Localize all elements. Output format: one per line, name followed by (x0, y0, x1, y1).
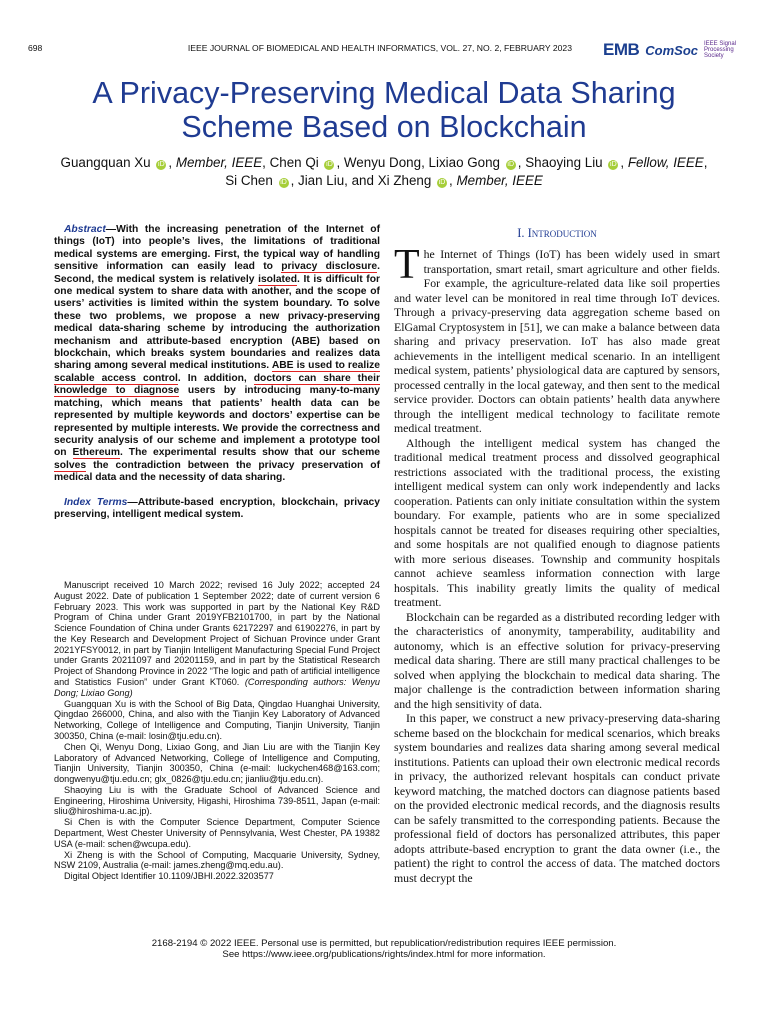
affiliation-note: Si Chen is with the Computer Science Department, Computer Science Department, West Chester University of Pennsylvania, West Chester, PA 19382 USA (e-mail: schen@wcupa.edu). (54, 817, 380, 849)
copyright-line: 2168-2194 © 2022 IEEE. Personal use is permitted, but republication/redistribution requires IEEE permission. (151, 938, 617, 949)
membership: Member, IEEE (456, 173, 543, 188)
paper-title: A Privacy-Preserving Medical Data Sharing Scheme Based on Blockchain (92, 76, 676, 144)
annotation-underline: isolated (258, 273, 298, 285)
index-terms-label: Index Terms (64, 496, 128, 508)
orcid-icon[interactable]: iD (438, 179, 446, 186)
manuscript-note: Manuscript received 10 March 2022; revised 16 July 2022; accepted 24 August 2022. Date of publication 1 September 2022; date of current version 6 February 2023. This work was supported in part by the National Key R&D Program of China under Grant 2019YFB2101700, in part by the National Science Foundation of China under Grants 62172297 and 61902276, in part by the Key Research and Development Project of Sichuan Province under Grant 2021YFSY0012, in part by Tianjin Intelligent Manufacturing Special Fund Project under Grants 20211097 and 20201159, and in part by the Statistical Research Project of Shandong Province in 2022 “The logic and path of artificial intelligence and Statistics Fusion” under Grant KT060. (Corresponding authors: Wenyu Dong; Lixiao Gong) (54, 580, 381, 698)
annotation-underline: doctors can share their knowledge to diagnose (54, 372, 380, 397)
author-name: Lixiao Gong (428, 155, 500, 170)
abstract: Abstract—With the increasing penetration of the Internet of things (IoT) into people’s lives, the limitations of traditional medical systems are emerging. First, the typical way of handling sensitive information can easily lead to privacy disclosure. Second, the medical system is relatively isolated. It is difficult for one medical system to share data with another, and the scope of users’ activities is limited within the system boundary. To solve these two problems, we propose a new privacy-preserving medical data-sharing scheme by introducing the authorization mechanism and attribute-based encryption (ABE) based on blockchain, which breaks system boundaries and realizes data sharing among several medical institutions. ABE is used to realize scalable access control. In addition, doctors can share their knowledge to diagnose users by introducing many-to-many matching, which means that patients’ health data can be represented by multiple keywords and doctors’ expertise can be represented by multiple interests. We provide the correctness and security analysis of our scheme and implement a prototype tool on Ethereum. The experimental results show that our scheme solves the contradiction between the privacy preservation of medical data and the necessity of data sharing. (54, 224, 381, 484)
orcid-icon[interactable]: iD (158, 161, 165, 168)
emb-logo: EMB (602, 40, 640, 59)
orcid-icon[interactable]: iD (280, 179, 287, 186)
comsoc-logo: ComSoc (645, 42, 698, 58)
annotation-underline: Ethereum (72, 447, 120, 459)
sps-logo: IEEE Signal Processing Society (704, 41, 737, 59)
drop-cap: T (394, 242, 420, 288)
author-name: Xi Zheng (377, 173, 432, 188)
affiliation-note: Xi Zheng is with the School of Computing, Macquarie University, Sydney, NSW 2109, Australia (e-mail: james.zheng@mq.edu.au). (54, 849, 380, 871)
membership: Fellow, IEEE (627, 155, 704, 170)
affiliation-note: Chen Qi, Wenyu Dong, Lixiao Gong, and Jian Liu are with the Tianjin Key Laboratory of Advanced Networking, College of Intelligence and Computing, Tianjin University, Tianjin 300350, China (e-mail: luckychen468@163.com; dongwenyu@tju.edu.cn; glx_0826@tju.edu.cn; jianliu@tju.edu.cn). (54, 741, 380, 785)
index-terms: Index Terms—Attribute-based encryption, blockchain, privacy preserving, intelligent medical system. (54, 496, 380, 520)
author-name: Chen Qi (269, 155, 319, 170)
author-name: Shaoying Liu (525, 155, 603, 170)
footnotes (54, 580, 380, 882)
body-paragraph: In this paper, we construct a new privacy-preserving data-sharing scheme based on the blockchain for medical scenarios, which breaks system boundaries and realizes data sharing among several medical institutions. Patients can upload their own electronic medical records in privacy, the authorized relevant hospitals can conduct private keyword matching, the matched doctors can diagnose patients based on the provided electronic medical records, and the diagnosis results can be safely transmitted to the corresponding patients. Because the professional field of doctors has personalized attributes, this paper adopts attribute-based encryption to grant the data owner (i.e., the patient) the right to control the access of data. The matched doctors must decrypt the (394, 711, 720, 885)
membership: Member, IEEE (175, 155, 263, 170)
annotation-underline: privacy disclosure (281, 261, 378, 273)
society-logos (603, 38, 738, 62)
author-name: Wenyu Dong (343, 155, 422, 170)
body-paragraph: Blockchain can be regarded as a distributed recording ledger with the characteristics of anonymity, tamperability, auditability and autonomy, which is an effective solution for privacy-preserving medical data sharing. There are still many practical challenges to be solved when applying the blockchain to medical data sharing. The major challenge is the contradiction between information sharing and the high sensitivity of data. (394, 609, 720, 711)
right-column (394, 226, 720, 885)
author-name: Si Chen (225, 173, 273, 188)
doi: Digital Object Identifier 10.1109/JBHI.2022.3203577 (64, 871, 274, 882)
page-number: 698 (28, 43, 43, 53)
author-name: Guangquan Xu (60, 155, 151, 170)
left-column (54, 224, 380, 521)
abstract-label: Abstract (64, 224, 106, 235)
author-name: Jian Liu (298, 173, 345, 188)
orcid-icon[interactable]: iD (507, 161, 515, 168)
affiliation-note: Shaoying Liu is with the Graduate School of Advanced Science and Engineering, Hiroshima University, Higashi, Hiroshima 739-8511, Japan (e-mail: sliu@hiroshima-u.ac.jp). (54, 784, 380, 817)
section-heading: I. Introduction (517, 226, 597, 240)
affiliation-note: Guangquan Xu is with the School of Big Data, Qingdao Huanghai University, Qingdao 266000, China, and also with the Tianjin Key Laboratory of Advanced Networking, College of Intelligence and Computing, Tianjin University, Tianjin 300350, China (e-mail: losin@tju.edu.cn). (54, 698, 380, 741)
running-header (28, 40, 738, 60)
journal-name: IEEE JOURNAL OF BIOMEDICAL AND HEALTH INFORMATICS, VOL. 27, NO. 2, FEBRUARY 2023 (187, 43, 572, 53)
body-paragraph: The Internet of Things (IoT) has been widely used in smart transportation, smart retail, smart agriculture and other fields. For example, the agriculture-related data like soil properties and water level can be monitored in real time through IoT devices. Through a privacy-preserving data aggregation scheme based on ElGamal Cryptosystem in [51], we can make a balance between data sharing and privacy preservation. IoT has also made great achievements in the intelligent medical scenario. In an intelligent medical system, patients’ physiological data are captured by sensors, processed centrally in the local gateway, and then sent to the medical service provider. Doctors can obtain patients’ health data anywhere through the intelligent medical technology to facilitate remote medical treatment. (394, 242, 720, 435)
rights-link[interactable]: See https://www.ieee.org/publications/rights/index.html for more information. (222, 949, 546, 960)
annotation-underline: solves (54, 459, 87, 471)
author-list: Guangquan Xu iD , Member, IEEE, Chen Qi iD , Wenyu Dong, Lixiao Gong iD , Shaoying Liu iD , Fellow, IEEE, Si Chen iD , Jian Liu, and Xi Zheng iD , Member, IEEE (60, 155, 708, 188)
annotation-underline: ABE is used to realize scalable access control (54, 360, 380, 384)
orcid-icon[interactable]: iD (610, 161, 617, 168)
copyright-footer (40, 938, 728, 960)
body-paragraph: Although the intelligent medical system has changed the traditional medical treatment process and dissolved geographical restrictions associated with the traditional process, the existing intelligent medical system can only work independently and lacks cooperation. Patients can only initiate consultation within the system boundary. For example, patients who are in some specialized hospitals cannot be treated for diseases requiring other specialties, and some hospitals are not qualified enough to diagnose patients with more serious diseases. Township and community hospitals cannot achieve seamless information connection with large hospitals. This inability greatly limits the quality of medical treatment. (394, 435, 720, 609)
orcid-icon[interactable]: iD (326, 161, 333, 168)
